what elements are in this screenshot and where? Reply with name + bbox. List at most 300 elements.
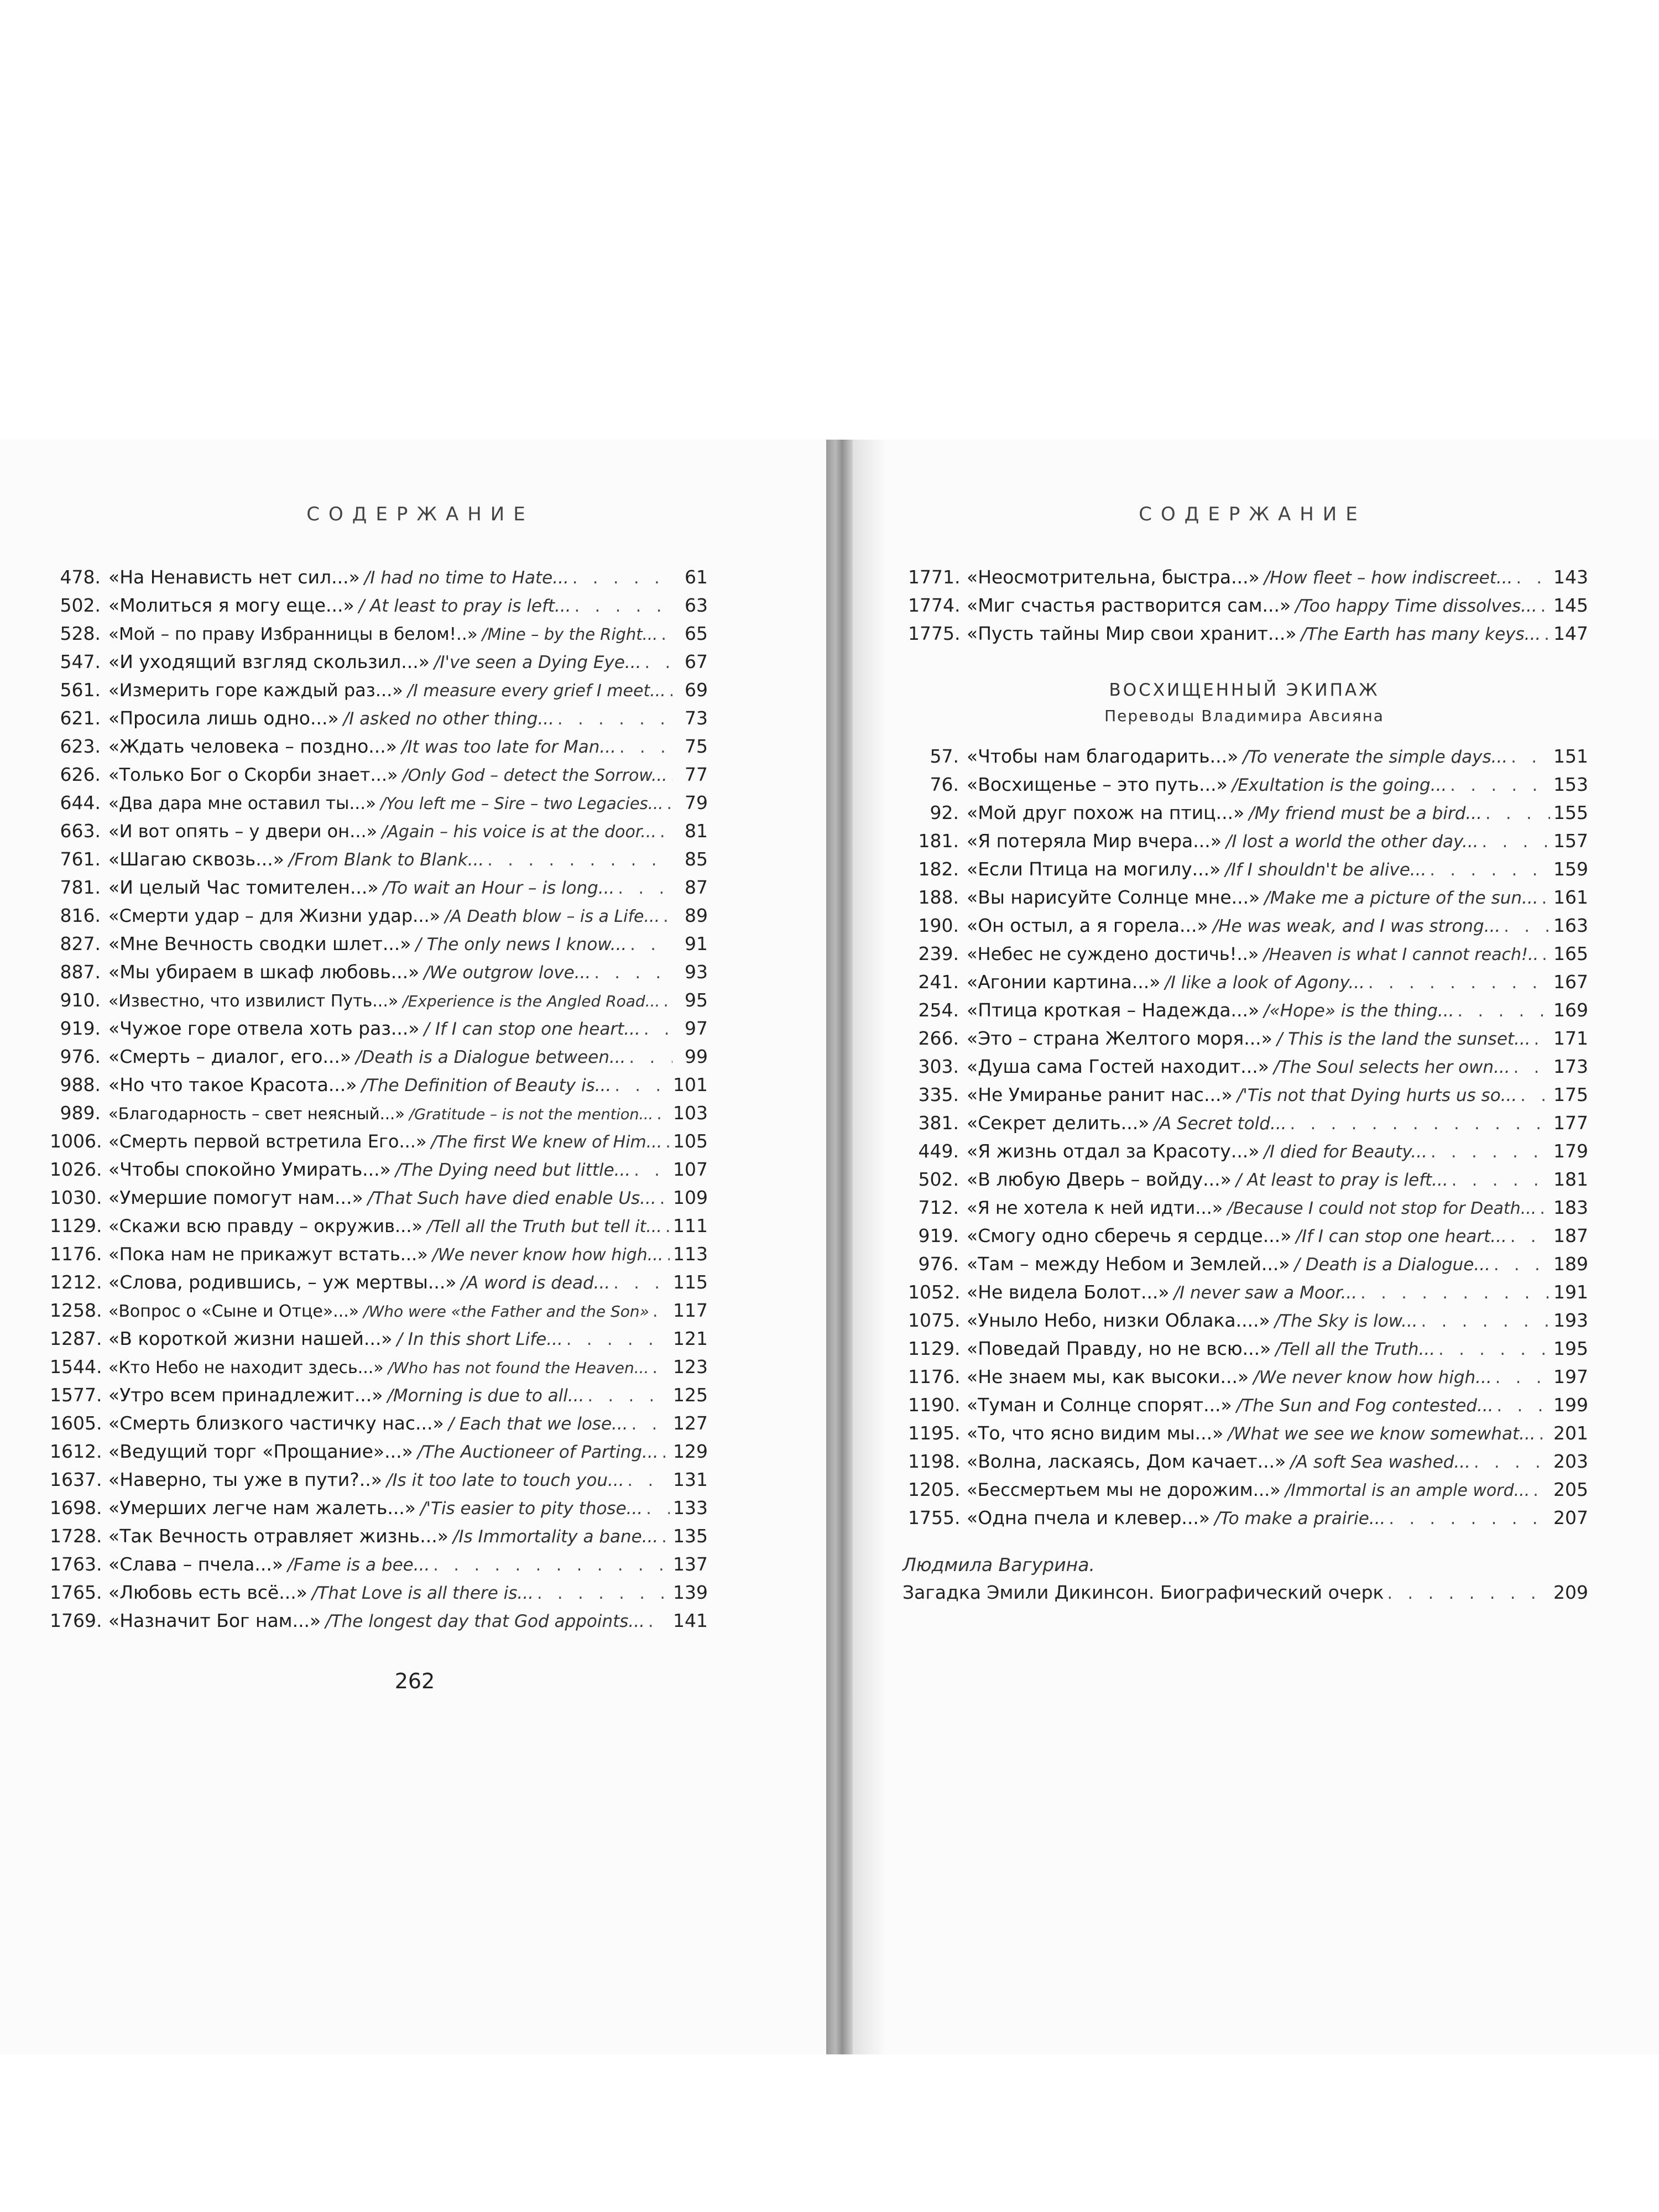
entry-title-ru: «Шагаю сквозь...» bbox=[108, 848, 284, 870]
entry-title-en: /Morning is due to all... bbox=[387, 1386, 585, 1406]
entry-number: 1775. bbox=[908, 623, 961, 644]
toc-entry[interactable] bbox=[908, 1024, 1588, 1052]
entry-page: 75 bbox=[685, 735, 708, 757]
entry-number: 1765. bbox=[50, 1582, 102, 1603]
leader-dots bbox=[666, 1241, 670, 1269]
entry-title-en: /The first We knew of Him... bbox=[431, 1133, 662, 1152]
toc-entry[interactable] bbox=[908, 1306, 1588, 1334]
entry-title-en: /The Definition of Beauty is... bbox=[361, 1076, 612, 1095]
leader-dots bbox=[1539, 1420, 1550, 1448]
toc-entry[interactable] bbox=[50, 619, 708, 648]
entry-page: 207 bbox=[1553, 1507, 1588, 1528]
entry-title-ru: «Не знаем мы, как высоки...» bbox=[967, 1366, 1249, 1387]
entry-title-en: /How fleet – how indiscreet... bbox=[1264, 568, 1513, 588]
entry-title-ru: «Но что такое Красота...» bbox=[108, 1074, 357, 1095]
entry-page: 141 bbox=[673, 1610, 708, 1631]
entry-title-ru: «Слова, родившись, – уж мертвы...» bbox=[108, 1271, 457, 1293]
leader-dots bbox=[661, 620, 672, 649]
entry-title-ru: «В любую Дверь – войду...» bbox=[967, 1168, 1232, 1190]
entry-page: 131 bbox=[673, 1469, 708, 1490]
entry-title-en: /We never know how high... bbox=[432, 1245, 664, 1265]
entry-title-ru: «Смерти удар – для Жизни удар...» bbox=[108, 905, 441, 926]
entry-title-en: /We never know how high... bbox=[1253, 1368, 1492, 1387]
leader-dots bbox=[1504, 912, 1550, 941]
leader-dots bbox=[566, 1326, 670, 1354]
entry-title-ru: «Мне Вечность сводки шлет...» bbox=[108, 933, 411, 954]
entry-number: 1774. bbox=[908, 594, 961, 616]
leader-dots bbox=[594, 959, 672, 987]
toc-entry[interactable] bbox=[50, 1381, 708, 1409]
toc-entry[interactable] bbox=[50, 1042, 708, 1071]
toc-entry[interactable] bbox=[908, 1391, 1588, 1419]
entry-title-en: /I've seen a Dying Eye... bbox=[434, 653, 641, 672]
toc-entry[interactable] bbox=[908, 591, 1588, 619]
entry-page: 153 bbox=[1553, 774, 1588, 795]
entry-title-en: /Mine – by the Right... bbox=[482, 625, 658, 644]
toc-entry[interactable] bbox=[50, 1409, 708, 1437]
entry-title-en: /The Auctioneer of Parting... bbox=[417, 1442, 659, 1462]
entry-number: 1205. bbox=[908, 1479, 961, 1500]
leader-dots bbox=[1514, 1053, 1550, 1082]
toc-entry[interactable] bbox=[50, 1324, 708, 1353]
entry-page: 109 bbox=[673, 1187, 708, 1208]
leader-dots bbox=[669, 677, 672, 705]
toc-entry[interactable] bbox=[908, 968, 1588, 996]
leader-dots bbox=[656, 1100, 670, 1128]
leader-dots bbox=[660, 1185, 670, 1213]
toc-entry[interactable] bbox=[50, 1071, 708, 1099]
toc-entry[interactable] bbox=[908, 770, 1588, 799]
leader-dots bbox=[487, 846, 672, 874]
entry-page: 201 bbox=[1553, 1422, 1588, 1444]
entry-number: 816. bbox=[60, 905, 101, 926]
entry-title-ru: «Я потеряла Мир вчера...» bbox=[967, 830, 1222, 852]
leader-dots bbox=[653, 1297, 670, 1326]
entry-number: 561. bbox=[60, 679, 101, 701]
entry-number: 1544. bbox=[50, 1356, 102, 1378]
toc-entry[interactable] bbox=[908, 883, 1588, 911]
leader-dots bbox=[629, 1044, 672, 1072]
toc-entry[interactable] bbox=[50, 704, 708, 732]
toc-entry[interactable] bbox=[50, 1212, 708, 1240]
entry-title-ru: «Мой друг похож на птиц...» bbox=[967, 802, 1245, 823]
entry-page: 151 bbox=[1553, 745, 1588, 767]
entry-page: 93 bbox=[685, 961, 708, 983]
leader-dots bbox=[662, 1438, 670, 1467]
entry-title-en: /A word is dead... bbox=[461, 1273, 611, 1293]
entry-number: 241. bbox=[918, 971, 959, 993]
entry-title-en: /What we see we know somewhat... bbox=[1228, 1424, 1536, 1444]
entry-title-en: /Gratitude – is not the mention... bbox=[409, 1106, 654, 1123]
entry-page: 95 bbox=[685, 989, 708, 1011]
entry-page: 183 bbox=[1553, 1197, 1588, 1218]
entry-title-ru: «И целый Час томителен...» bbox=[108, 877, 379, 898]
leader-dots bbox=[1544, 620, 1550, 649]
toc-entry[interactable] bbox=[908, 1504, 1588, 1532]
entry-title-ru: «Одна пчела и клевер...» bbox=[967, 1507, 1211, 1528]
entry-title-en: /Only God – detect the Sorrow... bbox=[402, 766, 667, 785]
entry-title-en: /I lost a world the other day... bbox=[1225, 832, 1479, 852]
entry-number: 1637. bbox=[50, 1469, 102, 1490]
entry-title-en: /A Secret told... bbox=[1154, 1114, 1287, 1134]
leader-dots bbox=[1431, 1138, 1550, 1166]
leader-dots bbox=[1542, 884, 1550, 912]
essay-entry[interactable] bbox=[902, 1582, 1588, 1603]
toc-entry[interactable] bbox=[50, 901, 708, 930]
leader-dots bbox=[1368, 969, 1550, 997]
entry-number: 626. bbox=[60, 764, 101, 785]
leader-dots bbox=[665, 1128, 670, 1156]
entry-title-ru: «Уныло Небо, низки Облака....» bbox=[967, 1310, 1270, 1331]
leader-dots bbox=[665, 1213, 670, 1241]
entry-page: 139 bbox=[673, 1582, 708, 1603]
entry-title-ru: «Благодарность – свет неясный...» bbox=[108, 1104, 405, 1123]
leader-dots bbox=[644, 1015, 672, 1044]
leader-dots bbox=[1534, 1025, 1550, 1053]
entry-title-en: /'Tis not that Dying hurts us so... bbox=[1237, 1086, 1517, 1105]
entry-number: 502. bbox=[918, 1168, 959, 1190]
entry-number: 827. bbox=[60, 933, 101, 954]
entry-page: 123 bbox=[673, 1356, 708, 1378]
entry-page: 91 bbox=[685, 933, 708, 954]
toc-entry[interactable] bbox=[50, 1127, 708, 1155]
entry-title-en: /Heaven is what I cannot reach!.. bbox=[1263, 945, 1539, 964]
toc-entry[interactable] bbox=[50, 1099, 708, 1127]
entry-page: 133 bbox=[673, 1497, 708, 1519]
leader-dots bbox=[648, 1608, 670, 1636]
leader-dots bbox=[587, 1382, 670, 1410]
leader-dots bbox=[433, 1551, 670, 1579]
essay-author: Людмила Вагурина. bbox=[902, 1554, 1095, 1575]
toc-entry[interactable] bbox=[908, 827, 1588, 855]
toc-entry[interactable] bbox=[50, 817, 708, 845]
entry-number: 1763. bbox=[50, 1553, 102, 1575]
toc-entry[interactable] bbox=[908, 1052, 1588, 1081]
entry-page: 143 bbox=[1553, 566, 1588, 588]
toc-entry[interactable] bbox=[908, 996, 1588, 1024]
entry-title-ru: «Ведущий торг «Прощание»...» bbox=[108, 1441, 413, 1462]
leader-dots bbox=[1389, 1505, 1550, 1533]
leader-dots bbox=[1485, 800, 1550, 828]
toc-entry[interactable] bbox=[50, 1183, 708, 1212]
entry-title-en: /If I shouldn't be alive... bbox=[1225, 860, 1427, 880]
entry-number: 190. bbox=[918, 915, 959, 936]
entry-page: 181 bbox=[1553, 1168, 1588, 1190]
leader-dots bbox=[557, 705, 672, 733]
entry-title-en: /The Dying need but little... bbox=[395, 1160, 631, 1180]
entry-number: 303. bbox=[918, 1056, 959, 1077]
toc-entry[interactable] bbox=[50, 1014, 708, 1042]
entry-page: 147 bbox=[1553, 623, 1588, 644]
entry-page: 173 bbox=[1553, 1056, 1588, 1077]
right-running-head: СОДЕРЖАНИЕ bbox=[1139, 503, 1366, 525]
entry-number: 781. bbox=[60, 877, 101, 898]
toc-entry[interactable] bbox=[908, 1109, 1588, 1137]
toc-entry[interactable] bbox=[50, 1155, 708, 1183]
toc-entry[interactable] bbox=[50, 676, 708, 704]
entry-page: 77 bbox=[685, 764, 708, 785]
leader-dots bbox=[634, 1156, 670, 1185]
entry-page: 87 bbox=[685, 877, 708, 898]
entry-title-ru: «Пусть тайны Мир свои хранит...» bbox=[967, 623, 1297, 644]
toc-entry[interactable] bbox=[908, 563, 1588, 591]
toc-entry[interactable] bbox=[908, 855, 1588, 883]
entry-title-en: / In this short Life... bbox=[397, 1329, 563, 1349]
toc-entry[interactable] bbox=[50, 1494, 708, 1522]
entry-number: 1577. bbox=[50, 1384, 102, 1406]
entry-number: 1612. bbox=[50, 1441, 102, 1462]
toc-entry[interactable] bbox=[908, 1363, 1588, 1391]
entry-title-en: /Experience is the Angled Road... bbox=[403, 992, 660, 1010]
entry-page: 197 bbox=[1553, 1366, 1588, 1387]
entry-title-ru: «В короткой жизни нашей...» bbox=[108, 1328, 393, 1349]
entry-number: 1176. bbox=[908, 1366, 961, 1387]
entry-page: 125 bbox=[673, 1384, 708, 1406]
entry-title-en: /You left me – Sire – two Legacies... bbox=[380, 794, 664, 813]
entry-number: 449. bbox=[918, 1140, 959, 1162]
entry-title-en: /We outgrow love... bbox=[424, 963, 591, 983]
entry-page: 103 bbox=[673, 1102, 708, 1124]
toc-entry[interactable] bbox=[908, 1081, 1588, 1109]
toc-entry[interactable] bbox=[908, 619, 1588, 648]
toc-entry[interactable] bbox=[50, 591, 708, 619]
book-gutter bbox=[826, 440, 853, 2054]
entry-title-ru: «Птица кроткая – Надежда...» bbox=[967, 999, 1260, 1021]
entry-page: 203 bbox=[1553, 1451, 1588, 1472]
entry-number: 976. bbox=[60, 1046, 101, 1067]
entry-number: 1052. bbox=[908, 1281, 961, 1303]
entry-number: 239. bbox=[918, 943, 959, 964]
entry-page: 195 bbox=[1553, 1338, 1588, 1359]
entry-title-ru: «Измерить горе каждый раз...» bbox=[108, 680, 403, 701]
entry-number: 1030. bbox=[50, 1187, 102, 1208]
entry-title-ru: «Смерть – диалог, его...» bbox=[108, 1046, 352, 1067]
toc-entry[interactable] bbox=[908, 1447, 1588, 1475]
toc-entry[interactable] bbox=[50, 1578, 708, 1606]
entry-page: 189 bbox=[1553, 1253, 1588, 1275]
leader-dots bbox=[1520, 1082, 1550, 1110]
entry-title-ru: «Мы убираем в шкаф любовь...» bbox=[108, 961, 420, 983]
toc-entry[interactable] bbox=[50, 563, 708, 591]
entry-page: 97 bbox=[685, 1018, 708, 1039]
toc-entry[interactable] bbox=[50, 1606, 708, 1635]
leader-dots bbox=[1516, 564, 1550, 592]
leader-dots bbox=[661, 1523, 670, 1551]
entry-number: 381. bbox=[918, 1112, 959, 1134]
entry-page: 61 bbox=[685, 566, 708, 588]
entry-number: 1190. bbox=[908, 1394, 961, 1416]
toc-entry[interactable] bbox=[908, 1137, 1588, 1165]
entry-title-en: /If I can stop one heart... bbox=[1296, 1227, 1507, 1246]
leader-dots bbox=[575, 592, 672, 620]
entry-page: 85 bbox=[685, 848, 708, 870]
entry-title-ru: «Если Птица на могилу...» bbox=[967, 858, 1221, 880]
entry-number: 478. bbox=[60, 566, 101, 588]
entry-title-en: /I asked no other thing... bbox=[343, 709, 555, 729]
toc-entry[interactable] bbox=[908, 799, 1588, 827]
entry-title-ru: «Смерть близкого частичку нас...» bbox=[108, 1412, 444, 1434]
entry-page: 135 bbox=[673, 1525, 708, 1547]
entry-page: 169 bbox=[1553, 999, 1588, 1021]
entry-page: 187 bbox=[1553, 1225, 1588, 1246]
entry-page: 167 bbox=[1553, 971, 1588, 993]
entry-title-en: /Immortal is an ample word... bbox=[1285, 1481, 1530, 1500]
entry-number: 1287. bbox=[50, 1328, 102, 1349]
leader-dots bbox=[652, 1354, 670, 1382]
entry-page: 191 bbox=[1553, 1281, 1588, 1303]
toc-entry[interactable] bbox=[908, 1165, 1588, 1193]
toc-entry[interactable] bbox=[908, 1250, 1588, 1278]
entry-page: 157 bbox=[1553, 830, 1588, 852]
toc-entry[interactable] bbox=[50, 648, 708, 676]
entry-title-en: /Because I could not stop for Death... bbox=[1227, 1199, 1537, 1218]
toc-entry[interactable] bbox=[908, 742, 1588, 770]
leader-dots bbox=[663, 902, 672, 931]
toc-entry[interactable] bbox=[50, 1240, 708, 1268]
entry-page: 129 bbox=[673, 1441, 708, 1462]
entry-number: 335. bbox=[918, 1084, 959, 1105]
entry-title-ru: «Там – между Небом и Землей...» bbox=[967, 1253, 1290, 1275]
entry-page: 179 bbox=[1553, 1140, 1588, 1162]
entry-number: 1176. bbox=[50, 1243, 102, 1265]
entry-title-ru: «Два дара мне оставил ты...» bbox=[108, 794, 377, 813]
entry-title-en: /The Earth has many keys... bbox=[1301, 624, 1541, 644]
entry-page: 79 bbox=[685, 792, 708, 813]
toc-entry[interactable] bbox=[50, 845, 708, 873]
entry-number: 988. bbox=[60, 1074, 101, 1095]
entry-title-ru: «Не Умиранье ранит нас...» bbox=[967, 1084, 1233, 1105]
entry-title-en: /Make me a picture of the sun... bbox=[1264, 888, 1538, 908]
leader-dots bbox=[632, 1410, 670, 1438]
section-subtitle: Переводы Владимира Авсияна bbox=[1104, 707, 1384, 725]
leader-dots bbox=[1430, 856, 1550, 884]
entry-title-ru: «Мой – по праву Избранницы в белом!..» bbox=[108, 624, 478, 644]
leader-dots bbox=[1450, 771, 1550, 800]
entry-page: 115 bbox=[673, 1271, 708, 1293]
entry-title-ru: «Ждать человека – поздно...» bbox=[108, 735, 397, 757]
leader-dots bbox=[1387, 1584, 1550, 1603]
leader-dots bbox=[645, 649, 673, 677]
entry-page: 177 bbox=[1553, 1112, 1588, 1134]
toc-entry[interactable] bbox=[50, 1268, 708, 1296]
entry-number: 1129. bbox=[908, 1338, 961, 1359]
toc-entry[interactable] bbox=[908, 1193, 1588, 1222]
right-top-toc-list bbox=[908, 563, 1588, 648]
entry-title-en: /Who has not found the Heaven... bbox=[388, 1359, 649, 1377]
entry-title-en: /I had no time to Hate... bbox=[364, 568, 569, 588]
toc-entry[interactable] bbox=[50, 1465, 708, 1494]
entry-title-ru: «Молиться я могу еще...» bbox=[108, 594, 354, 616]
entry-title-en: /I never saw a Moor... bbox=[1173, 1283, 1358, 1303]
entry-title-ru: «Кто Небо не находит здесь...» bbox=[108, 1358, 384, 1378]
leader-dots bbox=[1495, 1364, 1550, 1392]
entry-page: 73 bbox=[685, 707, 708, 729]
entry-page: 107 bbox=[673, 1159, 708, 1180]
entry-title-en: /That Love is all there is... bbox=[311, 1583, 534, 1603]
entry-title-en: /That Such have died enable Us... bbox=[367, 1188, 656, 1208]
toc-entry[interactable] bbox=[50, 1522, 708, 1550]
toc-entry[interactable] bbox=[50, 1353, 708, 1381]
toc-entry[interactable] bbox=[50, 986, 708, 1014]
toc-entry[interactable] bbox=[908, 911, 1588, 940]
entry-title-ru: «Смогу одно сберечь я сердце...» bbox=[967, 1225, 1292, 1246]
toc-entry[interactable] bbox=[908, 1419, 1588, 1447]
entry-number: 644. bbox=[60, 792, 101, 813]
entry-title-en: /My friend must be a bird... bbox=[1249, 804, 1482, 823]
toc-entry[interactable] bbox=[908, 1222, 1588, 1250]
entry-page: 171 bbox=[1553, 1027, 1588, 1049]
entry-number: 1075. bbox=[908, 1310, 961, 1331]
entry-title-en: /Death is a Dialogue between... bbox=[356, 1047, 626, 1067]
essay-title: Загадка Эмили Дикинсон. Биографический очерк bbox=[902, 1582, 1384, 1603]
leader-dots bbox=[660, 818, 672, 846]
entry-number: 761. bbox=[60, 848, 101, 870]
entry-number: 919. bbox=[918, 1225, 959, 1246]
entry-number: 57. bbox=[930, 745, 959, 767]
toc-entry[interactable] bbox=[908, 1334, 1588, 1363]
toc-entry[interactable] bbox=[50, 930, 708, 958]
entry-number: 976. bbox=[918, 1253, 959, 1275]
entry-number: 1771. bbox=[908, 566, 961, 588]
entry-number: 1195. bbox=[908, 1422, 961, 1444]
toc-entry[interactable] bbox=[908, 1278, 1588, 1306]
toc-entry[interactable] bbox=[908, 1475, 1588, 1504]
leader-dots bbox=[614, 1072, 670, 1100]
entry-title-en: /It was too late for Man... bbox=[401, 737, 616, 757]
entry-number: 623. bbox=[60, 735, 101, 757]
leader-dots bbox=[1452, 1166, 1550, 1194]
toc-entry[interactable] bbox=[50, 789, 708, 817]
leader-dots bbox=[1533, 1477, 1550, 1505]
toc-entry[interactable] bbox=[50, 1437, 708, 1465]
entry-number: 502. bbox=[60, 594, 101, 616]
toc-entry[interactable] bbox=[50, 873, 708, 901]
entry-title-en: /I like a look of Agony... bbox=[1165, 973, 1365, 993]
entry-title-ru: «Смерть первой встретила Его...» bbox=[108, 1131, 427, 1152]
entry-page: 145 bbox=[1553, 594, 1588, 616]
entry-page: 165 bbox=[1553, 943, 1588, 964]
entry-title-en: / Each that we lose... bbox=[448, 1414, 628, 1434]
entry-page: 199 bbox=[1553, 1394, 1588, 1416]
entry-title-ru: «Не видела Болот...» bbox=[967, 1281, 1170, 1303]
entry-title-ru: «Утро всем принадлежит...» bbox=[108, 1384, 383, 1406]
toc-entry[interactable] bbox=[50, 958, 708, 986]
toc-entry[interactable] bbox=[50, 1550, 708, 1578]
entry-title-en: /Fame is a bee... bbox=[288, 1555, 430, 1575]
section-title: ВОСХИЩЕННЫЙ ЭКИПАЖ bbox=[1109, 680, 1380, 700]
entry-number: 1006. bbox=[50, 1130, 102, 1152]
leader-dots bbox=[1438, 1335, 1550, 1364]
entry-title-ru: «Пока нам не прикажут встать...» bbox=[108, 1244, 428, 1265]
toc-entry[interactable] bbox=[908, 940, 1588, 968]
section-toc-list bbox=[908, 742, 1588, 1532]
entry-title-en: /'Tis easier to pity those... bbox=[420, 1499, 643, 1519]
entry-number: 712. bbox=[918, 1197, 959, 1218]
entry-title-en: / This is the land the sunset... bbox=[1276, 1029, 1531, 1049]
entry-page: 67 bbox=[685, 651, 708, 672]
toc-entry[interactable] bbox=[50, 732, 708, 760]
entry-title-ru: «Слава – пчела...» bbox=[108, 1553, 284, 1575]
entry-title-en: /The Soul selects her own... bbox=[1273, 1057, 1510, 1077]
toc-entry[interactable] bbox=[50, 760, 708, 789]
leader-dots bbox=[630, 931, 672, 959]
leader-dots bbox=[1510, 1223, 1550, 1251]
entry-title-ru: «Только Бог о Скорби знает...» bbox=[108, 764, 398, 785]
entry-page: 113 bbox=[673, 1243, 708, 1265]
entry-title-ru: «Это – страна Желтого моря...» bbox=[967, 1027, 1272, 1049]
toc-entry[interactable] bbox=[50, 1296, 708, 1324]
entry-number: 1212. bbox=[50, 1271, 102, 1293]
